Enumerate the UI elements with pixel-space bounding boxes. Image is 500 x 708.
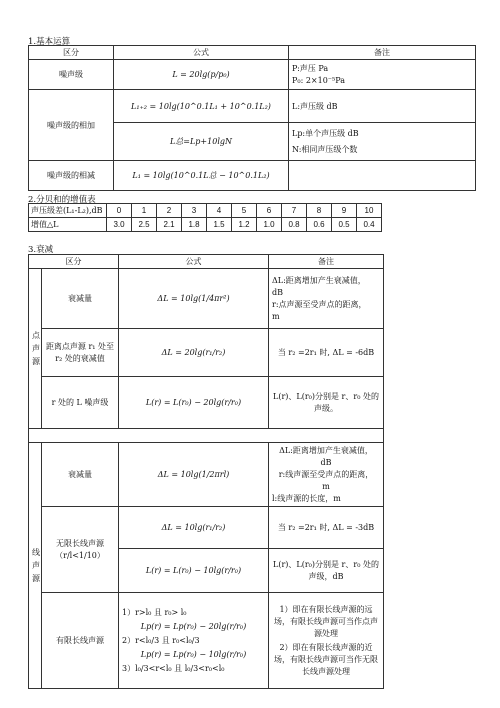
row-sublabel: （r/l<1/10） — [55, 550, 105, 560]
formula: L(r) = L(r₀) − 20lg(r/r₀) — [119, 377, 269, 429]
note: N:相同声压级个数 — [292, 144, 358, 154]
note: dB — [272, 287, 283, 297]
row-label: 距离点声源 r₁ 处至 r₂ 处的衰减值 — [42, 329, 119, 377]
case-label: 1）r>l₀ 且 r₀> l₀ — [122, 607, 187, 617]
empty-cell — [289, 161, 476, 191]
table-cell: 1.2 — [232, 218, 257, 232]
table-cell: 3 — [182, 204, 207, 218]
formula: L₁ = 10lg(10^0.1L总 − 10^0.1L₂) — [114, 161, 289, 191]
row-label: r 处的 L 噪声级 — [42, 377, 119, 429]
section-3-title: 3.衰减 — [28, 245, 54, 255]
formula: Lp(r) = Lp(r₀) − 10lg(r/r₀) — [140, 649, 247, 659]
table-cell: 0.8 — [282, 218, 307, 232]
note: P:声压 Pa — [292, 63, 329, 73]
note: l:线声源的长度，m — [272, 493, 341, 503]
row-label: 无限长线声源 — [56, 538, 104, 548]
table-cell: 9 — [332, 204, 357, 218]
table-cell: 0.4 — [357, 218, 382, 232]
table-cell: 10 — [357, 204, 382, 218]
row-label: 噪声级 — [29, 60, 114, 90]
formula: ΔL = 10lg(r₁/r₂) — [119, 507, 269, 549]
note: 当 r₂ =2r₁ 时, ΔL = -6dB — [269, 329, 384, 377]
formula: ΔL = 10lg(1/4πr²) — [119, 269, 269, 329]
note: dB — [320, 457, 332, 467]
col-header: 公式 — [119, 255, 269, 269]
formula: Lp(r) = Lp(r₀) − 20lg(r/r₀) — [140, 621, 247, 631]
col-header: 备注 — [269, 255, 384, 269]
note: 1）即在有限长线声源的远场，有限长线声源可当作点声源处理 — [274, 604, 378, 638]
note: L(r)、L(r₀)分别是 r、r₀ 处的声级，dB — [269, 549, 384, 593]
case-label: 3）l₀/3<r<l₀ 且 l₀/3<r₀<l₀ — [122, 663, 225, 673]
note: L:声压级 dB — [289, 90, 476, 123]
table-cell: 1.8 — [182, 218, 207, 232]
note: L(r)、L(r₀)分别是 r、r₀ 处的声级。 — [269, 377, 384, 429]
note: Lp:单个声压级 dB — [292, 128, 359, 138]
table-cell: 2.1 — [157, 218, 182, 232]
note: r:点声源至受声点的距离， — [272, 299, 367, 309]
table-cell: 3.0 — [107, 218, 132, 232]
note: m — [322, 481, 330, 491]
db-increment-table — [28, 203, 382, 232]
formula: L = 20lg(p/p₀) — [114, 60, 289, 90]
table-cell: 7 — [282, 204, 307, 218]
col-header: 区分 — [29, 46, 114, 60]
col-header: 公式 — [114, 46, 289, 60]
formula: L₁₊₂ = 10lg(10^0.1L₁ + 10^0.1L₂) — [114, 90, 289, 123]
table-cell: 5 — [232, 204, 257, 218]
note: 当 r₂ =2r₁ 时, ΔL = -3dB — [269, 507, 384, 549]
row-label: 声压级差(L₁-L₂),dB — [29, 204, 107, 218]
col-header: 区分 — [29, 255, 119, 269]
table-cell: 4 — [207, 204, 232, 218]
table-cell: 6 — [257, 204, 282, 218]
note: m — [272, 311, 280, 321]
table-cell: 0.5 — [332, 218, 357, 232]
table-cell: 0 — [107, 204, 132, 218]
row-label: 衰减量 — [42, 269, 119, 329]
formula: L(r) = L(r₀) − 10lg(r/r₀) — [119, 549, 269, 593]
note: 2）即在有限长线声源的近场，有限长线声源可当作无限长线声源处理 — [274, 642, 378, 676]
table-cell: 8 — [307, 204, 332, 218]
spacer-row — [29, 429, 384, 443]
row-label: 增值△L — [29, 218, 107, 232]
table-cell: 1.5 — [207, 218, 232, 232]
note: r:线声源至受声点的距离， — [278, 469, 374, 479]
row-label: 噪声级的相减 — [29, 161, 114, 191]
group-label-line: 线 声 源 — [29, 443, 42, 689]
table-cell: 2 — [157, 204, 182, 218]
attenuation-table — [28, 254, 384, 689]
table-cell: 1.0 — [257, 218, 282, 232]
group-label-point: 点 声 源 — [29, 269, 42, 429]
section-2-title: 2.分贝和的增值表 — [28, 195, 96, 205]
basic-calc-table — [28, 45, 476, 191]
section-1-title: 1.基本运算 — [28, 37, 71, 47]
row-label: 噪声级的相加 — [29, 90, 114, 161]
case-label: 2）r<l₀/3 且 r₀<l₀/3 — [122, 635, 200, 645]
row-label: 衰减量 — [42, 443, 119, 507]
table-cell: 1 — [132, 204, 157, 218]
note: ΔL:距离增加产生衰减值， — [272, 275, 366, 285]
row-label: 有限长线声源 — [42, 593, 119, 689]
note: P₀: 2×10⁻⁵Pa — [292, 75, 346, 85]
note: ΔL:距离增加产生衰减值， — [279, 445, 373, 455]
table-cell: 0.6 — [307, 218, 332, 232]
table-cell: 2.5 — [132, 218, 157, 232]
formula: L总=Lp+10lgN — [114, 123, 289, 161]
formula: ΔL = 20lg(r₁/r₂) — [119, 329, 269, 377]
formula: ΔL = 10lg(1/2πrl) — [119, 443, 269, 507]
col-header: 备注 — [289, 46, 476, 60]
